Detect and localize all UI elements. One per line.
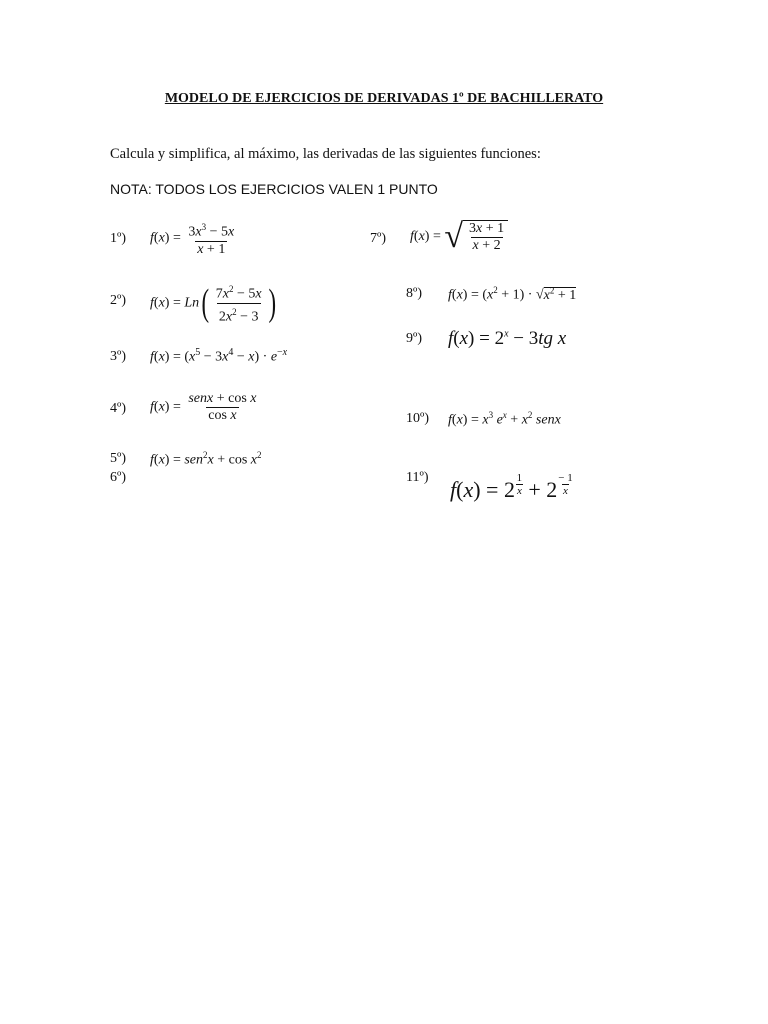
formula-7: f(x) = √ $\frac{3x + 1}{x + 2}$ <box>410 220 508 254</box>
exercise-3-label: 3º) <box>110 349 127 364</box>
instructions-text: Calcula y simplifica, al máximo, las derivadas de las siguientes funciones: <box>110 146 541 162</box>
exercise-11-label: 11º) <box>406 470 429 485</box>
document-title: MODELO DE EJERCICIOS DE DERIVADAS 1º DE BACHILLERATO <box>164 91 604 106</box>
formula-2: f(x) = Ln( $\frac{7x^2 - 5x}{2x^2 - 3}$ ) <box>150 282 276 325</box>
exercise-8-label: 8º) <box>406 286 423 301</box>
formula-1: f(x) = $\frac{3x^3 - 5x}{x + 1}$ <box>150 222 235 257</box>
exercise-6-label: 6º) <box>110 470 127 485</box>
exercise-9-label: 9º) <box>406 331 423 346</box>
note-text: NOTA: TODOS LOS EJERCICIOS VALEN 1 PUNTO <box>110 181 438 197</box>
exercise-4-label: 4º) <box>110 401 127 416</box>
formula-9: $f(x) = 2^x - 3tg$ x <box>448 328 567 349</box>
formula-5: $f(x) = sen^2x + \cos x^2$ <box>150 450 262 468</box>
formula-10: $f(x) = x^3$ $e^x + x^2$ senx <box>448 410 561 428</box>
formula-3: $f(x) = (x^5 - 3x^4 - x) \cdot e^{-x}$ <box>150 347 288 365</box>
exercise-10-label: 10º) <box>406 411 430 426</box>
exercise-1-label: 1º) <box>110 231 127 246</box>
formula-11: f(x) = 2 $\frac{1}{x}$ + 2 $\frac{- 1}{x}$ <box>450 472 573 502</box>
formula-4: f(x) = $\frac{\text{senx + cos x}}{\text{cos x}}$ <box>150 391 257 423</box>
exercise-7-label: 7º) <box>370 231 387 246</box>
exercise-2-label: 2º) <box>110 293 127 308</box>
exercise-5-label: 5º) <box>110 451 127 466</box>
formula-8: $f(x) = (x^2 + 1) \cdot √x^2 + 1$ <box>448 285 577 303</box>
